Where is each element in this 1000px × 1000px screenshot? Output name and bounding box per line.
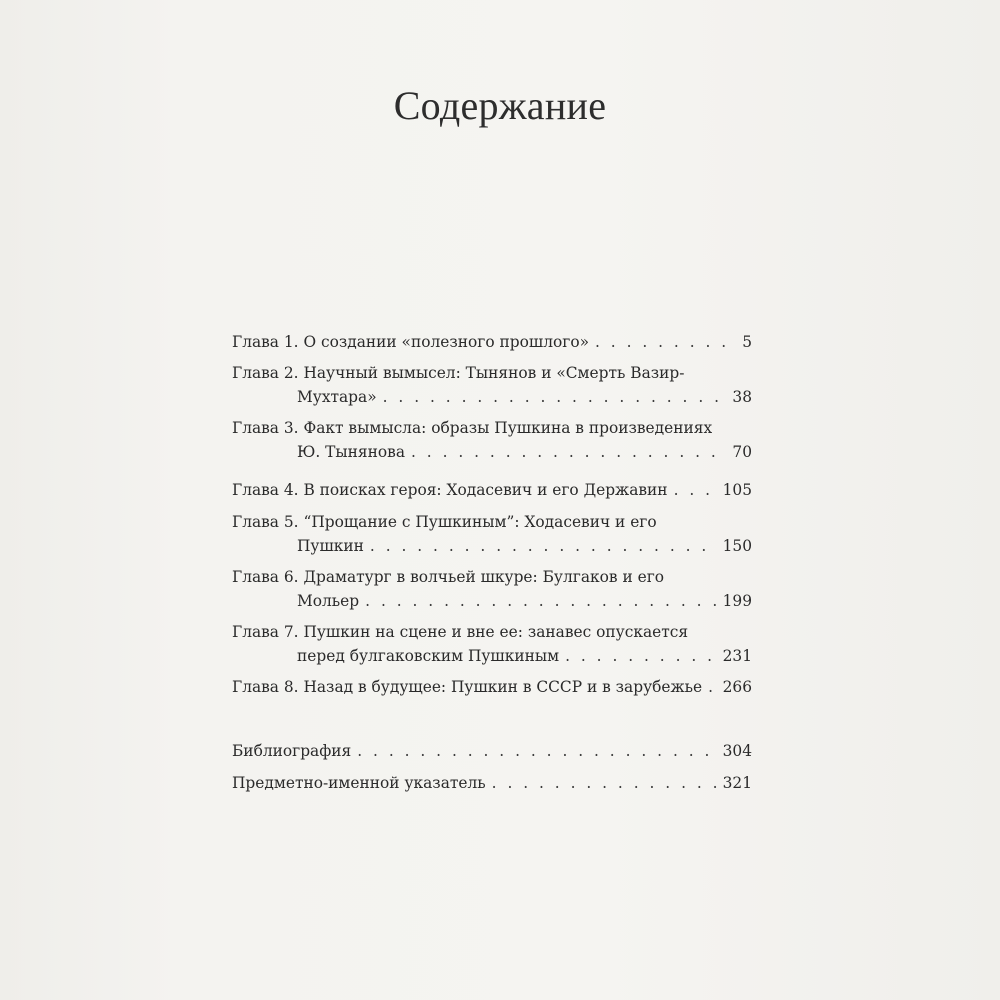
toc-page-number: 70	[732, 443, 752, 461]
toc-entry-title-continuation: Ю. Тынянова	[297, 443, 405, 461]
toc-entry-title: Глава 5. “Прощание с Пушкиным”: Ходасевич и его	[232, 513, 657, 531]
leader-dots	[565, 644, 717, 668]
toc-entry-chapter-4[interactable]	[232, 478, 752, 502]
toc-entry-title: Библиография	[232, 742, 352, 760]
toc-entry-title-continuation: Мольер	[297, 592, 360, 610]
leader-dots	[595, 330, 736, 354]
toc-entry-chapter-3[interactable]	[232, 416, 752, 464]
toc-entry-index[interactable]	[232, 771, 752, 795]
toc-entry-chapter-2[interactable]	[232, 361, 752, 409]
toc-entry-title: Глава 4. В поисках героя: Ходасевич и его Державин	[232, 481, 668, 499]
toc-page-number: 266	[722, 678, 752, 696]
toc-entry-title: Глава 3. Факт вымысла: образы Пушкина в произведениях	[232, 419, 713, 437]
toc-entry-title: Глава 2. Научный вымысел: Тынянов и «Смерть Вазир-	[232, 364, 685, 382]
leader-dots	[357, 739, 716, 763]
toc-entry-chapter-7[interactable]	[232, 620, 752, 668]
toc-entry-title: Предметно-именной указатель	[232, 774, 486, 792]
leader-dots	[674, 478, 717, 502]
toc-entry-chapter-6[interactable]	[232, 565, 752, 613]
leader-dots	[411, 440, 726, 464]
toc-page-number: 321	[722, 774, 752, 792]
toc-entry-title-continuation: Мухтара»	[297, 388, 377, 406]
toc-entry-bibliography[interactable]	[232, 739, 752, 763]
toc-page-number: 105	[722, 481, 752, 499]
toc-entry-chapter-1[interactable]	[232, 330, 752, 354]
leader-dots	[383, 385, 727, 409]
leader-dots	[365, 589, 716, 613]
page-title: Содержание	[393, 83, 607, 128]
leader-dots	[370, 534, 717, 558]
leader-dots	[708, 675, 716, 699]
toc-page-number: 38	[732, 388, 752, 406]
toc-entry-title-continuation: Пушкин	[297, 537, 364, 555]
toc-page-number: 199	[722, 592, 752, 610]
toc-entry-title: Глава 7. Пушкин на сцене и вне ее: занавес опускается	[232, 623, 689, 641]
toc-entry-title: Глава 8. Назад в будущее: Пушкин в СССР и в зарубежье	[232, 678, 703, 696]
toc-entry-chapter-8[interactable]	[232, 675, 752, 699]
leader-dots	[492, 771, 717, 795]
toc-page-number: 231	[722, 647, 752, 665]
toc-page-number: 150	[722, 537, 752, 555]
toc-entry-chapter-5[interactable]	[232, 510, 752, 558]
toc-page-number: 304	[722, 742, 752, 760]
toc-entry-title-continuation: перед булгаковским Пушкиным	[297, 647, 560, 665]
toc-entry-title: Глава 1. О создании «полезного прошлого»	[232, 333, 589, 351]
toc-page-number: 5	[742, 333, 752, 351]
toc-entry-title: Глава 6. Драматург в волчьей шкуре: Булгаков и его	[232, 568, 665, 586]
